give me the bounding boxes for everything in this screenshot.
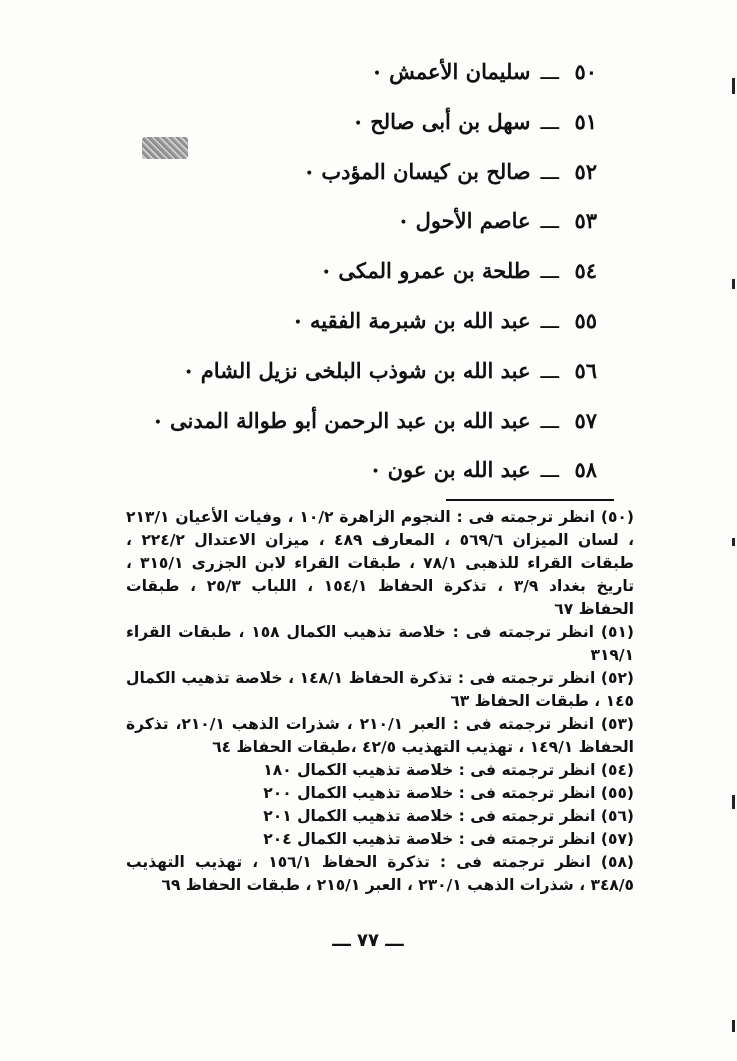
footnote-52: (٥٢) انظر ترجمته فى : تذكرة الحفاظ ١٤٨/١ ، خلاصة تذهيب الكمال ١٤٥ ، طبقات الحفاظ ٦٣ — [126, 669, 634, 710]
entry-name: سليمان الأعمش — [389, 59, 531, 84]
entry-number: ٥٦ — [574, 358, 597, 383]
entry-name: عبد الله بن شبرمة الفقيه — [310, 308, 531, 333]
entry-dash: ـــ — [540, 110, 559, 134]
bullet-icon: • — [353, 115, 363, 132]
entry-name: صالح بن كيسان المؤدب — [321, 159, 531, 184]
entry-dash: ـــ — [540, 160, 559, 184]
entry-52 — [305, 157, 597, 187]
entry-dash: ـــ — [540, 458, 559, 482]
entry-51 — [354, 107, 597, 137]
entry-name: سهل بن أبى صالح — [370, 109, 531, 134]
entry-number: ٥٥ — [574, 308, 597, 333]
entry-54 — [322, 256, 597, 286]
entry-dash: ـــ — [540, 259, 559, 283]
bullet-icon: • — [293, 314, 303, 331]
entry-name: طلحة بن عمرو المكى — [338, 258, 531, 283]
footnote-56: (٥٦) انظر ترجمته فى : خلاصة تذهيب الكمال ٢٠١ — [263, 807, 634, 825]
footnote-57: (٥٧) انظر ترجمته فى : خلاصة تذهيب الكمال ٢٠٤ — [263, 830, 634, 848]
entry-name: عبد الله بن عبد الرحمن أبو طوالة المدنى — [170, 408, 531, 433]
entry-50 — [373, 57, 597, 87]
page-number: ـــ ٧٧ ـــ — [332, 930, 404, 951]
margin-mark — [732, 78, 735, 94]
entry-55 — [294, 306, 597, 336]
entry-dash: ـــ — [540, 309, 559, 333]
entry-name: عبد الله بن عون — [387, 457, 531, 482]
entry-dash: ـــ — [540, 209, 559, 233]
bullet-icon: • — [305, 165, 314, 182]
entry-number: ٥١ — [574, 109, 597, 134]
footnote-54: (٥٤) انظر ترجمته فى : خلاصة تذهيب الكمال ١٨٠ — [263, 761, 634, 779]
entry-number: ٥٠ — [574, 59, 597, 84]
scan-smudge — [142, 137, 188, 159]
entry-dash: ـــ — [540, 409, 559, 433]
margin-mark — [732, 538, 735, 546]
entry-number: ٥٨ — [574, 457, 597, 482]
margin-mark — [732, 279, 735, 289]
bullet-icon: • — [184, 364, 193, 381]
footnote-53: (٥٣) انظر ترجمته فى : العبر ٢١٠/١ ، شذرات الذهب ٢١٠/١، تذكرة الحفاظ ١٤٩/١ ، تهذيب التهذيب ٤٢/٥ ،طبقات الحفاظ ٦٤ — [126, 715, 634, 756]
entry-name: عاصم الأحول — [415, 208, 531, 233]
entry-58 — [371, 455, 597, 485]
margin-mark — [732, 1020, 735, 1032]
entry-dash: ـــ — [540, 359, 559, 383]
footnote-55: (٥٥) انظر ترجمته فى : خلاصة تذهيب الكمال ٢٠٠ — [263, 784, 634, 802]
margin-mark — [732, 795, 735, 809]
entry-number: ٥٢ — [574, 159, 597, 184]
footnote-58: (٥٨) انظر ترجمته فى : تذكرة الحفاظ ١٥٦/١ ، تهذيب التهذيب ٣٤٨/٥ ، شذرات الذهب ٢٣٠/١ ، العبر ٢١٥/١ ، طبقات الحفاظ ٦٩ — [126, 853, 634, 894]
entry-56 — [185, 356, 597, 386]
footnote-50: (٥٠) انظر ترجمته فى : النجوم الزاهرة ١٠/٢ ، وفيات الأعيان ٢١٣/١ ، لسان الميزان ٥٦٩/٦ ، المعارف ٤٨٩ ، ميزان الاعتدال ٢٢٤/٢ ، طبقات القراء للذهبى ٧٨/١ ، طبقات القراء لابن الجزرى ٣١٥/١ ، تاريخ بغداد ٣/٩ ، تذكرة الحفاظ ١٥٤/١ ، اللباب ٢٥/٣ ، طبقات الحفاظ ٦٧ — [126, 508, 635, 618]
footnote-separator — [446, 499, 614, 501]
entry-dash: ـــ — [540, 60, 559, 84]
footnote-51: (٥١) انظر ترجمته فى : خلاصة تذهيب الكمال ١٥٨ ، طبقات القراء ٣١٩/١ — [126, 623, 634, 664]
entry-name: عبد الله بن شوذب البلخى نزيل الشام — [200, 358, 531, 383]
entry-number: ٥٧ — [574, 408, 597, 433]
entry-number: ٥٣ — [574, 208, 597, 233]
bullet-icon: • — [372, 65, 382, 82]
entry-number: ٥٤ — [574, 258, 597, 283]
footnotes — [126, 506, 634, 897]
entry-53 — [399, 206, 597, 236]
bullet-icon: • — [399, 214, 408, 231]
bullet-icon: • — [322, 264, 331, 281]
bullet-icon: • — [153, 414, 163, 431]
bullet-icon: • — [371, 463, 380, 480]
entry-57 — [154, 406, 597, 436]
